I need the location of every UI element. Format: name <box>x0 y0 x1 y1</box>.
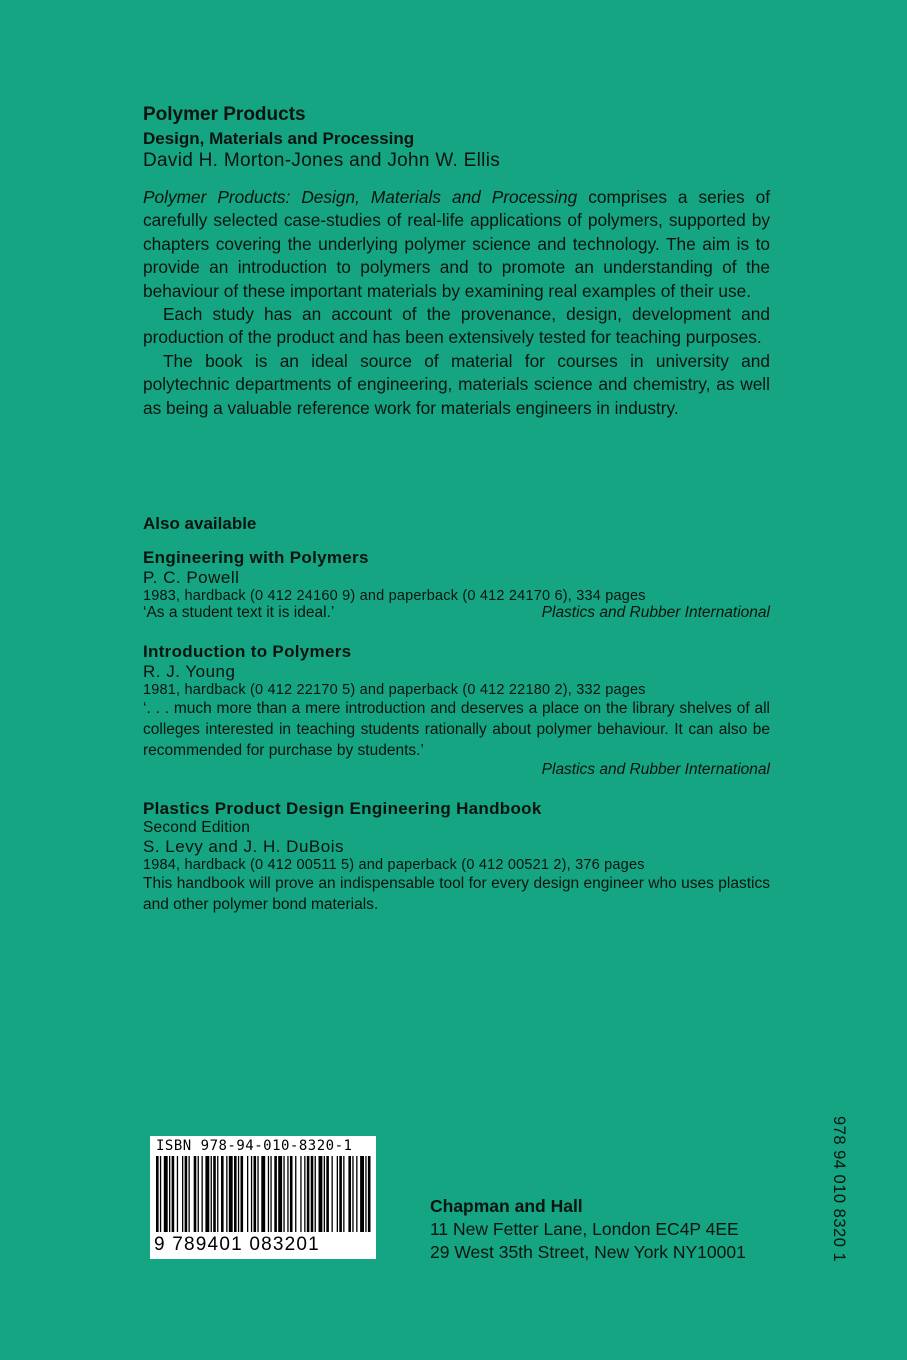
spine-isbn-text: 978 94 010 8320 1 <box>830 1116 848 1263</box>
related-book-title: Engineering with Polymers <box>143 548 369 567</box>
barcode-bar <box>290 1156 293 1232</box>
isbn-barcode <box>150 1136 376 1259</box>
related-book-detail: 1983, hardback (0 412 24160 9) and paperback (0 412 24170 6), 334 pages <box>143 588 646 604</box>
barcode-bar <box>343 1156 344 1232</box>
barcode-bar <box>326 1156 329 1232</box>
barcode-bar <box>247 1156 248 1232</box>
barcode-bar <box>287 1156 288 1232</box>
barcode-bar <box>261 1156 265 1232</box>
barcode-bar <box>177 1156 178 1232</box>
barcode-bar <box>360 1156 364 1232</box>
barcode-bar <box>211 1156 212 1232</box>
related-book-title: Introduction to Polymers <box>143 642 352 661</box>
barcode-bar <box>337 1156 338 1232</box>
barcode-bar <box>185 1156 188 1232</box>
barcode-bars <box>154 1156 372 1234</box>
barcode-bar <box>268 1156 269 1232</box>
barcode-bar <box>278 1156 282 1232</box>
description-italic-title: Polymer Products: Design, Materials and Processing <box>143 187 578 207</box>
book-title: Polymer Products <box>143 104 306 125</box>
barcode-bar <box>254 1156 257 1232</box>
barcode-bar <box>160 1156 161 1232</box>
barcode-bar <box>213 1156 216 1232</box>
barcode-bar <box>304 1156 305 1232</box>
barcode-bar <box>311 1156 314 1232</box>
description <box>143 186 770 420</box>
barcode-bar <box>339 1156 342 1232</box>
barcode-bar <box>241 1156 244 1232</box>
barcode-bar <box>205 1156 209 1232</box>
barcode-bar <box>221 1156 224 1232</box>
barcode-bar <box>365 1156 366 1232</box>
description-paragraph-1 <box>143 186 770 303</box>
barcode-bar <box>283 1156 284 1232</box>
barcode-bar <box>324 1156 325 1232</box>
barcode-bar <box>295 1156 296 1232</box>
barcode-bar <box>257 1156 258 1232</box>
barcode-bar <box>319 1156 323 1232</box>
publisher-name: Chapman and Hall <box>430 1196 583 1216</box>
related-book-2 <box>143 642 770 779</box>
review-source: Plastics and Rubber International <box>541 604 770 621</box>
barcode-bar <box>169 1156 170 1232</box>
barcode-bar <box>182 1156 183 1232</box>
barcode-bar <box>251 1156 252 1232</box>
barcode-bar <box>300 1156 301 1232</box>
review-source: Plastics and Rubber International <box>541 761 770 778</box>
book-authors: David H. Morton-Jones and John W. Ellis <box>143 150 501 171</box>
barcode-bar <box>348 1156 351 1232</box>
related-book-detail: 1984, hardback (0 412 00511 5) and paperback (0 412 00521 2), 376 pages <box>143 857 645 873</box>
barcode-bar <box>352 1156 353 1232</box>
barcode-bar <box>194 1156 197 1232</box>
also-available-heading: Also available <box>143 514 257 533</box>
barcode-bar <box>164 1156 168 1232</box>
spine-isbn <box>826 1116 850 1266</box>
barcode-bar <box>274 1156 277 1232</box>
barcode-bar <box>234 1156 237 1232</box>
barcode-digits: 9 789401 083201 <box>154 1234 320 1255</box>
publisher-address-london: 11 New Fetter Lane, London EC4P 4EE <box>430 1219 739 1239</box>
barcode-bar <box>229 1156 233 1232</box>
barcode-bar <box>172 1156 175 1232</box>
barcode-bar <box>238 1156 239 1232</box>
related-book-title: Plastics Product Design Engineering Handbook <box>143 799 542 818</box>
review-quote: This handbook will prove an indispensable tool for every design engineer who uses plastics and other polymer bond materials. <box>143 875 770 913</box>
related-book-author: P. C. Powell <box>143 568 240 587</box>
description-paragraph-3: The book is an ideal source of material for courses in university and polytechnic departments of engineering, materials science and chemistry, as well as being a valuable reference work for materials engineers in industry. <box>143 350 770 418</box>
barcode-bar <box>315 1156 316 1232</box>
related-book-author: R. J. Young <box>143 662 236 681</box>
barcode-bar <box>368 1156 371 1232</box>
barcode-bar <box>202 1156 203 1232</box>
review-quote: ‘As a student text it is ideal.’ <box>143 604 335 621</box>
description-paragraph-2: Each study has an account of the provenance, design, development and production of the product and has been extensively tested for teaching purposes. <box>143 304 770 348</box>
barcode-bar <box>226 1156 227 1232</box>
description-paragraph-1-text: comprises a series of carefully selected case-studies of real-life applications of polymers, supported by chapters covering the underlying polymer science and technology. The aim is to provide an introduction to polymers and to promote an understanding of the behaviour of these important materials by examining real examples of their use. <box>143 187 770 301</box>
publisher-address-newyork: 29 West 35th Street, New York NY10001 <box>430 1242 746 1262</box>
related-book-detail: 1981, hardback (0 412 22170 5) and paperback (0 412 22180 2), 332 pages <box>143 682 646 698</box>
related-book-author: S. Levy and J. H. DuBois <box>143 837 344 856</box>
related-book-edition: Second Edition <box>143 819 251 836</box>
related-book-1 <box>143 548 770 622</box>
barcode-bar <box>356 1156 357 1232</box>
barcode-bar <box>332 1156 333 1232</box>
barcode-bar <box>189 1156 190 1232</box>
barcode-bar <box>217 1156 218 1232</box>
book-subtitle: Design, Materials and Processing <box>143 129 415 148</box>
related-book-3 <box>143 799 770 915</box>
barcode-bar <box>270 1156 271 1232</box>
barcode-bar <box>156 1156 159 1232</box>
isbn-label: ISBN 978-94-010-8320-1 <box>156 1138 353 1154</box>
review-quote: ‘. . . much more than a mere introduction and deserves a place on the library shelves of all colleges interested in teaching students rationally about polymer behaviour. It can also be recommended for purchase by students.’ <box>143 700 770 759</box>
publisher-block <box>430 1195 746 1264</box>
related-book-review <box>143 604 770 622</box>
barcode-bar <box>307 1156 310 1232</box>
barcode-bar <box>198 1156 199 1232</box>
